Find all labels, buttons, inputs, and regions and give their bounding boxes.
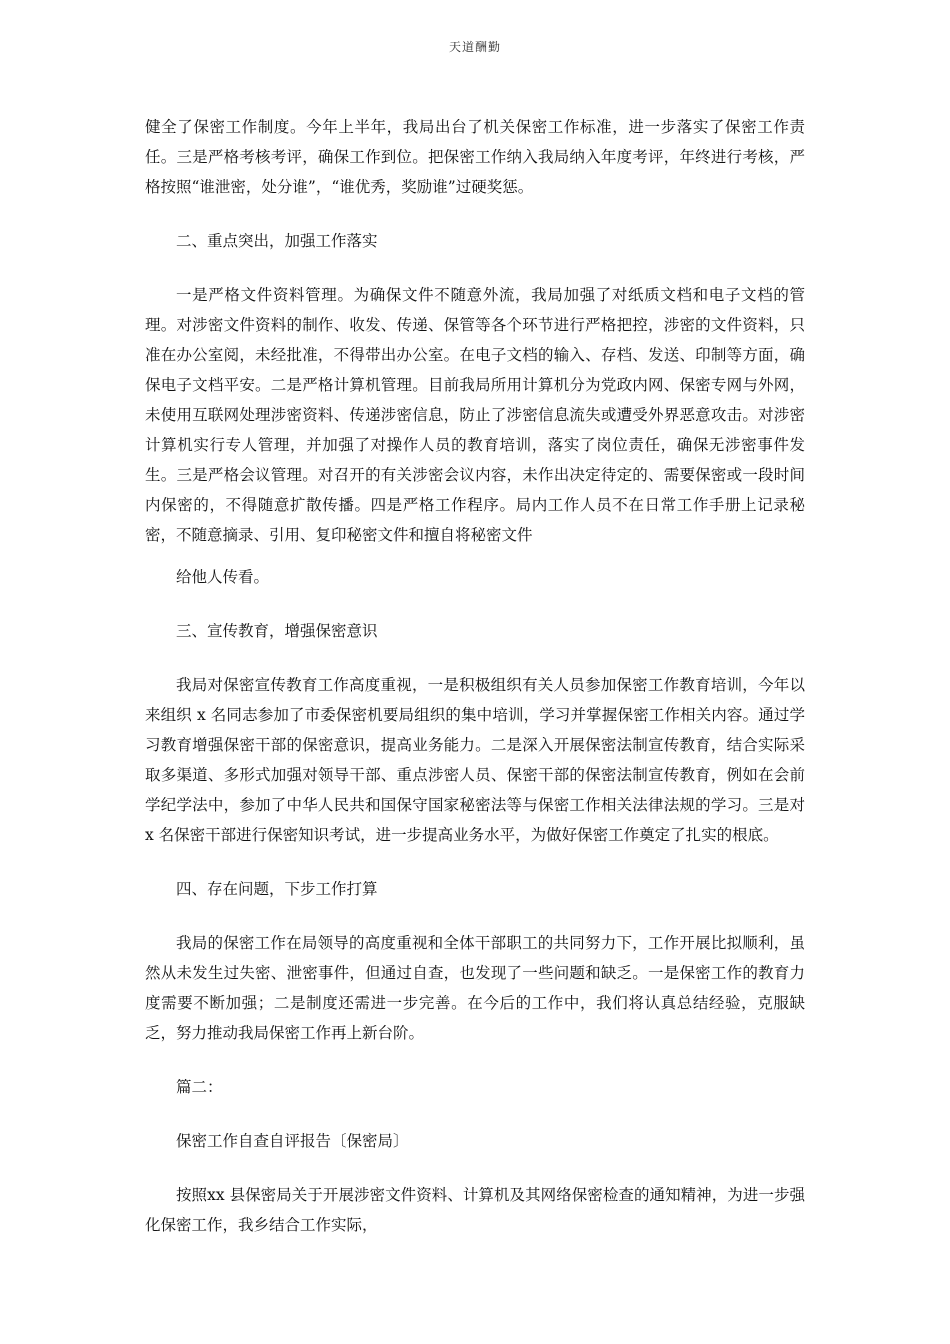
section-heading-4: 四、存在问题，下步工作打算 (176, 880, 378, 898)
paragraph-problems: 我局的保密工作在局领导的高度重视和全体干部职工的共同努力下，工作开展比拟顺利，虽然从未发生过失密、泄密事件，但通过自查，也发现了一些问题和缺乏。一是保密工作的教育力度需要不断加强；二是制度还需进一步完善。在今后的工作中，我们将认真总结经验，克服缺乏，努力推动我局保密工作再上新台阶。 (145, 934, 805, 1042)
paragraph-continuation-short: 给他人传看。 (176, 568, 270, 586)
paragraph-file-management: 一是严格文件资料管理。为确保文件不随意外流，我局加强了对纸质文档和电子文档的管理。对涉密文件资料的制作、收发、传递、保管等各个环节进行严格把控，涉密的文件资料，只准在办公室阅，未经批准，不得带出办公室。在电子文档的输入、存档、发送、印制等方面，确保电子文档平安。二是严格计算机管理。目前我局所用计算机分为党政内网、保密专网与外网，未使用互联网处理涉密资料、传递涉密信息，防止了涉密信息流失或遭受外界恶意攻击。对涉密计算机实行专人管理，并加强了对操作人员的教育培训，落实了岗位责任，确保无涉密事件发生。三是严格会议管理。对召开的有关涉密会议内容，未作出决定待定的、需要保密或一段时间内保密的，不得随意扩散传播。四是严格工作程序。局内工作人员不在日常工作手册上记录秘密，不随意摘录、引用、复印秘密文件和擅自将秘密文件 (145, 286, 805, 544)
section-heading-3: 三、宣传教育，增强保密意识 (176, 622, 378, 640)
article-title: 保密工作自查自评报告〔保密局〕 (176, 1132, 409, 1150)
paragraph-intro: 按照xx 县保密局关于开展涉密文件资料、计算机及其网络保密检查的通知精神，为进一步强化保密工作，我乡结合工作实际， (145, 1186, 805, 1234)
document-body (145, 112, 805, 1264)
article-label: 篇二： (176, 1078, 223, 1096)
section-heading-2: 二、重点突出，加强工作落实 (176, 232, 378, 250)
paragraph-education: 我局对保密宣传教育工作高度重视，一是积极组织有关人员参加保密工作教育培训，今年以来组织 x 名同志参加了市委保密机要局组织的集中培训，学习并掌握保密工作相关内容。通过学习教育增强保密干部的保密意识，提高业务能力。二是深入开展保密法制宣传教育，结合实际采取多渠道、多形式加强对领导干部、重点涉密人员、保密干部的保密法制宣传教育，例如在会前学纪学法中，参加了中华人民共和国保守国家秘密法等与保密工作相关法律法规的学习。三是对 x 名保密干部进行保密知识考试，进一步提高业务水平，为做好保密工作奠定了扎实的根底。 (145, 676, 805, 844)
page-header: 天道酬勤 (448, 40, 501, 54)
paragraph-continuation: 健全了保密工作制度。今年上半年，我局出台了机关保密工作标准，进一步落实了保密工作责任。三是严格考核考评，确保工作到位。把保密工作纳入我局纳入年度考评，年终进行考核，严格按照“谁泄密，处分谁”，“谁优秀，奖励谁”过硬奖惩。 (145, 118, 805, 196)
